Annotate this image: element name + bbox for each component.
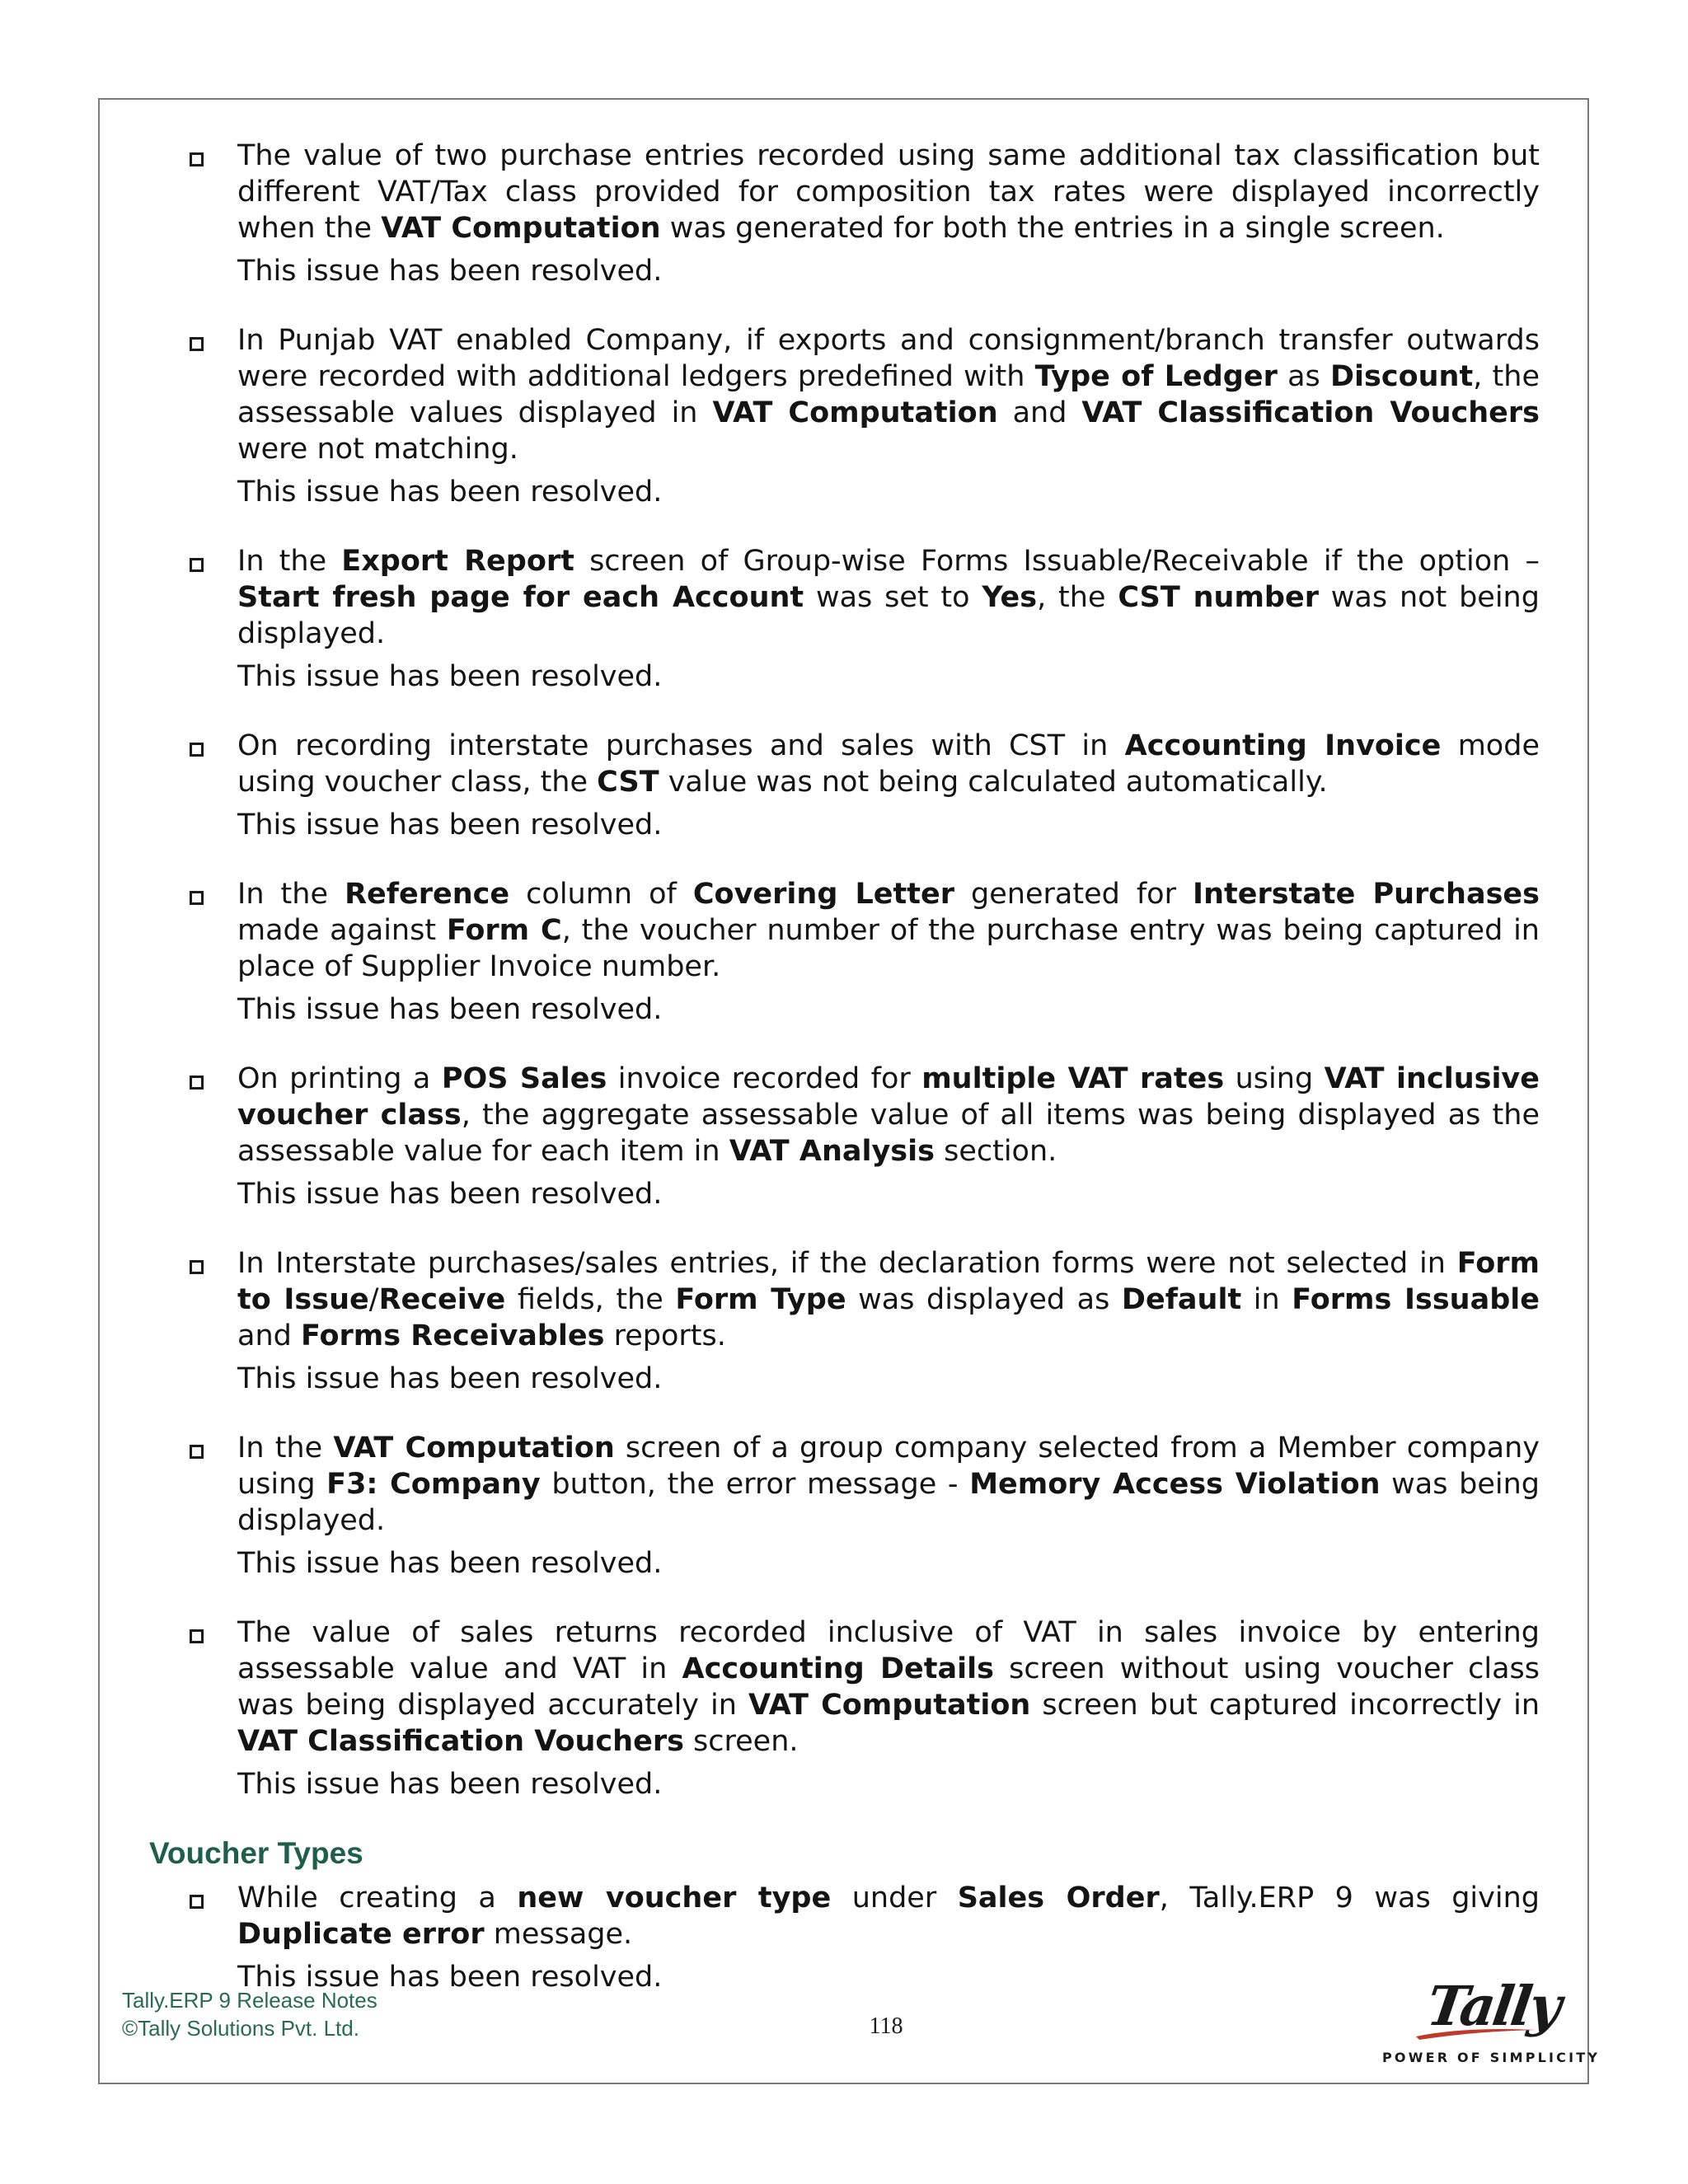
bold-term: CST bbox=[597, 766, 659, 799]
text-run: and bbox=[997, 396, 1082, 429]
text-run: , the bbox=[1037, 581, 1118, 614]
square-bullet-icon bbox=[190, 743, 204, 757]
text-run: In the bbox=[237, 878, 345, 911]
bold-term: Forms Receivables bbox=[300, 1319, 605, 1352]
logo-swoosh-icon bbox=[1414, 2025, 1538, 2041]
resolution-status: This issue has been resolved. bbox=[237, 1961, 663, 1994]
text-run: screen of a group company selected from a Member company using bbox=[237, 1432, 1540, 1501]
bold-term: Sales Order bbox=[957, 1882, 1160, 1915]
bold-term: Covering Letter bbox=[692, 878, 954, 911]
bold-term: F3: Company bbox=[326, 1468, 541, 1501]
text-run: was generated for both the entries in a single screen. bbox=[660, 212, 1445, 245]
issue-description bbox=[237, 1061, 1540, 1169]
text-run: was set to bbox=[804, 581, 982, 614]
text-run: under bbox=[831, 1882, 958, 1915]
resolution-status: This issue has been resolved. bbox=[237, 1768, 663, 1801]
bold-term: VAT Computation bbox=[381, 212, 661, 245]
text-run: The value of sales returns recorded inclusive of VAT in sales invoice by entering assessable value and VAT in bbox=[237, 1616, 1540, 1685]
tally-logo bbox=[1378, 1974, 1601, 2069]
text-run: In Interstate purchases/sales entries, if the declaration forms were not selected in bbox=[237, 1247, 1457, 1280]
bold-term: new voucher type bbox=[517, 1882, 832, 1915]
list-item bbox=[147, 1245, 1540, 1397]
text-run: In the bbox=[237, 545, 342, 578]
footer-left bbox=[122, 1986, 377, 2042]
list-item bbox=[147, 876, 1540, 1028]
bold-term: Memory Access Violation bbox=[969, 1468, 1381, 1501]
square-bullet-icon bbox=[190, 1445, 204, 1459]
list-item bbox=[147, 543, 1540, 695]
section-heading: Voucher Types bbox=[149, 1836, 363, 1870]
text-run: value was not being calculated automatically. bbox=[659, 766, 1328, 799]
text-run: made against bbox=[237, 914, 447, 947]
page-content bbox=[147, 138, 1540, 2028]
text-run: On recording interstate purchases and sales with CST in bbox=[237, 729, 1125, 762]
text-run: and bbox=[237, 1319, 301, 1352]
bold-term: Duplicate error bbox=[237, 1918, 485, 1951]
text-run: On printing a bbox=[237, 1062, 442, 1095]
bold-term: POS Sales bbox=[441, 1062, 607, 1095]
bold-term: CST number bbox=[1118, 581, 1319, 614]
list-item bbox=[147, 1615, 1540, 1802]
text-run: column of bbox=[509, 878, 693, 911]
square-bullet-icon bbox=[190, 152, 204, 166]
bold-term: Accounting Details bbox=[682, 1652, 994, 1685]
bold-term: VAT Computation bbox=[712, 396, 998, 429]
text-run: , Tally.ERP 9 was giving bbox=[1159, 1882, 1540, 1915]
issue-description bbox=[237, 1880, 1540, 1952]
square-bullet-icon bbox=[190, 891, 204, 905]
issue-description bbox=[237, 1245, 1540, 1354]
page-number: 118 bbox=[869, 2013, 903, 2039]
bold-term: multiple VAT rates bbox=[921, 1062, 1225, 1095]
bold-term: Default bbox=[1121, 1283, 1242, 1316]
list-item bbox=[147, 1061, 1540, 1212]
footer-copyright: ©Tally Solutions Pvt. Ltd. bbox=[122, 2016, 359, 2041]
square-bullet-icon bbox=[190, 1076, 204, 1090]
resolution-status: This issue has been resolved. bbox=[237, 255, 663, 288]
text-run: , the voucher number of the purchase entry was being captured in place of Supplier Invoice number. bbox=[237, 914, 1540, 983]
text-run: generated for bbox=[954, 878, 1193, 911]
bold-term: Receive bbox=[378, 1283, 506, 1316]
bold-term: Type of Ledger bbox=[1034, 360, 1278, 393]
text-run: fields, the bbox=[505, 1283, 676, 1316]
resolution-status: This issue has been resolved. bbox=[237, 660, 663, 693]
bold-term: Accounting Invoice bbox=[1124, 729, 1442, 762]
square-bullet-icon bbox=[190, 337, 204, 351]
logo-tagline: POWER OF SIMPLICITY bbox=[1382, 2050, 1601, 2065]
issue-description bbox=[237, 728, 1540, 800]
text-run: button, the error message - bbox=[540, 1468, 970, 1501]
text-run: screen but captured incorrectly in bbox=[1030, 1689, 1540, 1722]
text-run: using bbox=[1224, 1062, 1325, 1095]
bold-term: Export Report bbox=[341, 545, 574, 578]
voucher-types-issue-list bbox=[147, 1880, 1540, 1995]
bold-term: VAT inclusive voucher class bbox=[237, 1062, 1540, 1132]
list-item bbox=[147, 322, 1540, 510]
bold-term: VAT Computation bbox=[748, 1689, 1031, 1722]
square-bullet-icon bbox=[190, 1629, 204, 1643]
bold-term: Interstate Purchases bbox=[1193, 878, 1540, 911]
text-run: invoice recorded for bbox=[607, 1062, 922, 1095]
resolution-status: This issue has been resolved. bbox=[237, 1178, 663, 1211]
bold-term: VAT Analysis bbox=[729, 1135, 935, 1168]
bold-term: Discount bbox=[1329, 360, 1474, 393]
bold-term: Yes bbox=[982, 581, 1038, 614]
text-run: in bbox=[1241, 1283, 1292, 1316]
resolution-status: This issue has been resolved. bbox=[237, 993, 663, 1026]
bold-term: VAT Computation bbox=[333, 1432, 615, 1465]
text-run: , the aggregate assessable value of all items was being displayed as the assessable value for each item in bbox=[237, 1099, 1540, 1168]
issue-description bbox=[237, 138, 1540, 246]
square-bullet-icon bbox=[190, 1260, 204, 1274]
text-run: section. bbox=[934, 1135, 1057, 1168]
text-run: screen. bbox=[683, 1725, 799, 1758]
text-run: screen without using voucher class was being displayed accurately in bbox=[237, 1652, 1540, 1722]
text-run: mode using voucher class, the bbox=[237, 729, 1540, 799]
bold-term: Reference bbox=[345, 878, 510, 911]
text-run: were not matching. bbox=[237, 433, 518, 466]
list-item bbox=[147, 1430, 1540, 1582]
issue-description bbox=[237, 876, 1540, 985]
text-run: was displayed as bbox=[846, 1283, 1122, 1316]
text-run: was not being displayed. bbox=[237, 581, 1540, 650]
bold-term: VAT Classification Vouchers bbox=[237, 1725, 684, 1758]
issue-description bbox=[237, 322, 1540, 467]
list-item bbox=[147, 1880, 1540, 1995]
issue-list bbox=[147, 138, 1540, 1802]
square-bullet-icon bbox=[190, 1895, 204, 1909]
text-run: , the assessable values displayed in bbox=[237, 360, 1540, 429]
text-run: The value of two purchase entries recorded using same additional tax classification but different VAT/Tax class provided for composition tax rates were displayed incorrectly when the bbox=[237, 139, 1540, 245]
footer-doc-title: Tally.ERP 9 Release Notes bbox=[122, 1988, 377, 2013]
resolution-status: This issue has been resolved. bbox=[237, 476, 663, 509]
text-run: In the bbox=[237, 1432, 334, 1465]
logo-wordmark: Tally bbox=[1423, 1974, 1564, 2038]
bold-term: Forms Issuable bbox=[1292, 1283, 1540, 1316]
issue-description bbox=[237, 1430, 1540, 1539]
list-item bbox=[147, 138, 1540, 289]
bold-term: VAT Classification Vouchers bbox=[1081, 396, 1540, 429]
square-bullet-icon bbox=[190, 558, 204, 572]
bold-term: Start fresh page for each Account bbox=[237, 581, 804, 614]
text-run: While creating a bbox=[237, 1882, 518, 1915]
resolution-status: This issue has been resolved. bbox=[237, 808, 663, 841]
resolution-status: This issue has been resolved. bbox=[237, 1362, 663, 1395]
bold-term: Form C bbox=[446, 914, 562, 947]
text-run: screen of Group-wise Forms Issuable/Receivable if the option – bbox=[574, 545, 1540, 578]
text-run: was being displayed. bbox=[237, 1468, 1540, 1537]
issue-description bbox=[237, 1615, 1540, 1760]
text-run: In Punjab VAT enabled Company, if exports and consignment/branch transfer outwards were recorded with additional ledgers predefined with bbox=[237, 324, 1540, 393]
text-run: message. bbox=[484, 1918, 633, 1951]
bold-term: Form Type bbox=[675, 1283, 846, 1316]
issue-description bbox=[237, 543, 1540, 652]
bold-term: Form to Issue bbox=[237, 1247, 1540, 1316]
text-run: / bbox=[368, 1283, 379, 1316]
text-run: reports. bbox=[604, 1319, 726, 1352]
list-item bbox=[147, 728, 1540, 843]
text-run: as bbox=[1277, 360, 1330, 393]
resolution-status: This issue has been resolved. bbox=[237, 1547, 663, 1580]
